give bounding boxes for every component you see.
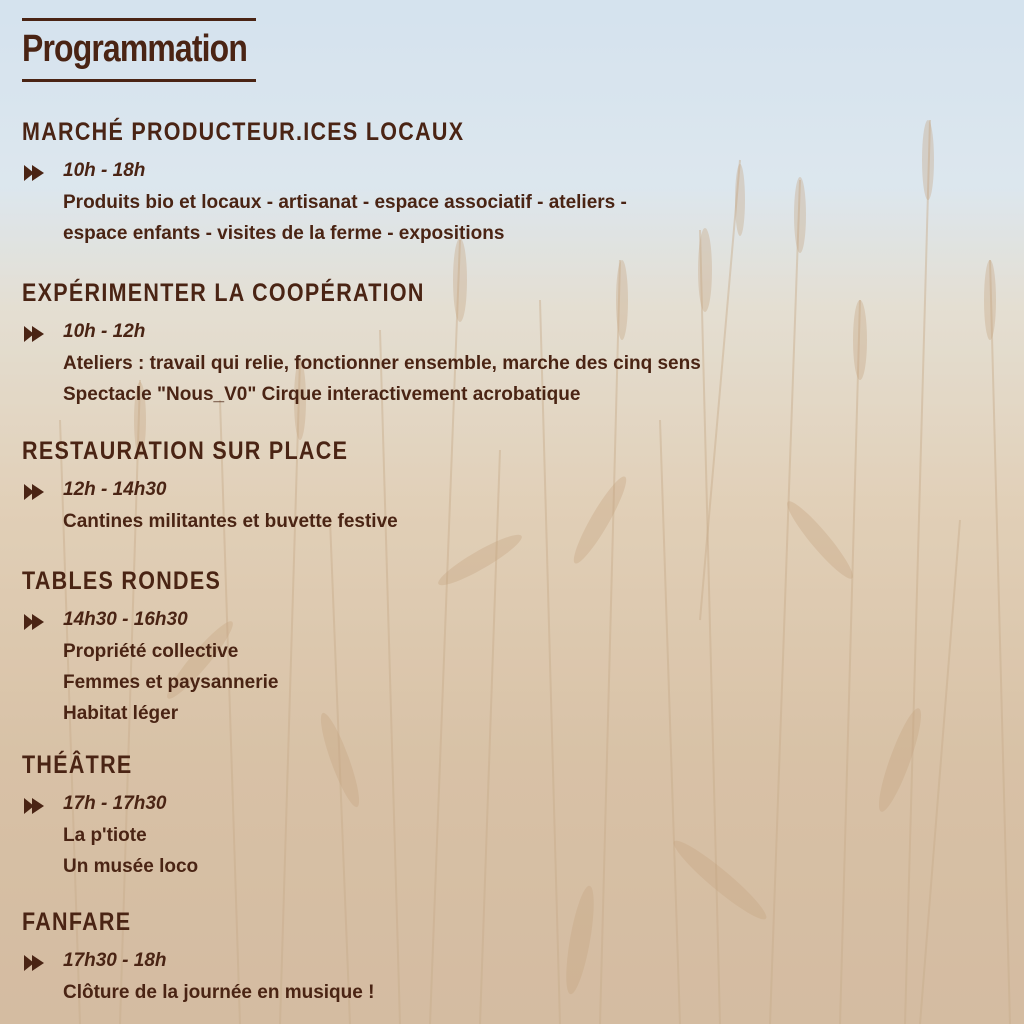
detail-line: Produits bio et locaux - artisanat - espace associatif - ateliers - bbox=[63, 192, 627, 213]
section-heading: RESTAURATION SUR PLACE bbox=[22, 437, 349, 465]
section-cooperation bbox=[22, 279, 701, 410]
schedule-entry bbox=[22, 792, 198, 882]
section-heading: FANFARE bbox=[22, 908, 132, 936]
time-range: 10h - 12h bbox=[63, 321, 146, 342]
section-restauration bbox=[22, 437, 401, 537]
play-arrow-icon bbox=[22, 612, 46, 632]
play-arrow-icon bbox=[22, 482, 46, 502]
detail-line: Propriété collective bbox=[63, 641, 239, 662]
title-frame bbox=[22, 18, 256, 82]
section-heading: THÉÂTRE bbox=[22, 751, 133, 779]
detail-line: Femmes et paysannerie bbox=[63, 672, 279, 693]
time-range: 10h - 18h bbox=[63, 160, 146, 181]
time-range: 17h - 17h30 bbox=[63, 793, 167, 814]
section-heading: TABLES RONDES bbox=[22, 567, 222, 595]
schedule-entry bbox=[22, 949, 374, 1008]
section-marche bbox=[22, 118, 627, 249]
play-arrow-icon bbox=[22, 163, 46, 183]
detail-line: Cantines militantes et buvette festive bbox=[63, 511, 398, 532]
play-arrow-icon bbox=[22, 796, 46, 816]
detail-line: Un musée loco bbox=[63, 856, 199, 877]
detail-line: Clôture de la journée en musique ! bbox=[63, 982, 375, 1003]
schedule-entry bbox=[22, 608, 278, 729]
schedule-entry bbox=[22, 320, 701, 410]
detail-line: La p'tiote bbox=[63, 825, 147, 846]
section-theatre bbox=[22, 751, 198, 882]
section-heading: EXPÉRIMENTER LA COOPÉRATION bbox=[22, 279, 425, 307]
time-range: 12h - 14h30 bbox=[63, 479, 167, 500]
detail-line: Spectacle "Nous_V0" Cirque interactivement acrobatique bbox=[63, 384, 581, 405]
detail-line: espace enfants - visites de la ferme - expositions bbox=[63, 223, 505, 244]
time-range: 14h30 - 16h30 bbox=[63, 609, 188, 630]
section-heading: MARCHÉ PRODUCTEUR.ICES LOCAUX bbox=[22, 118, 465, 146]
schedule-entry bbox=[22, 478, 401, 537]
page-title: Programmation bbox=[22, 28, 247, 70]
section-tables-rondes bbox=[22, 567, 278, 729]
detail-line: Ateliers : travail qui relie, fonctionner ensemble, marche des cinq sens bbox=[63, 353, 701, 374]
play-arrow-icon bbox=[22, 953, 46, 973]
section-fanfare bbox=[22, 908, 374, 1008]
schedule-entry bbox=[22, 159, 627, 249]
play-arrow-icon bbox=[22, 324, 46, 344]
time-range: 17h30 - 18h bbox=[63, 950, 167, 971]
detail-line: Habitat léger bbox=[63, 703, 179, 724]
